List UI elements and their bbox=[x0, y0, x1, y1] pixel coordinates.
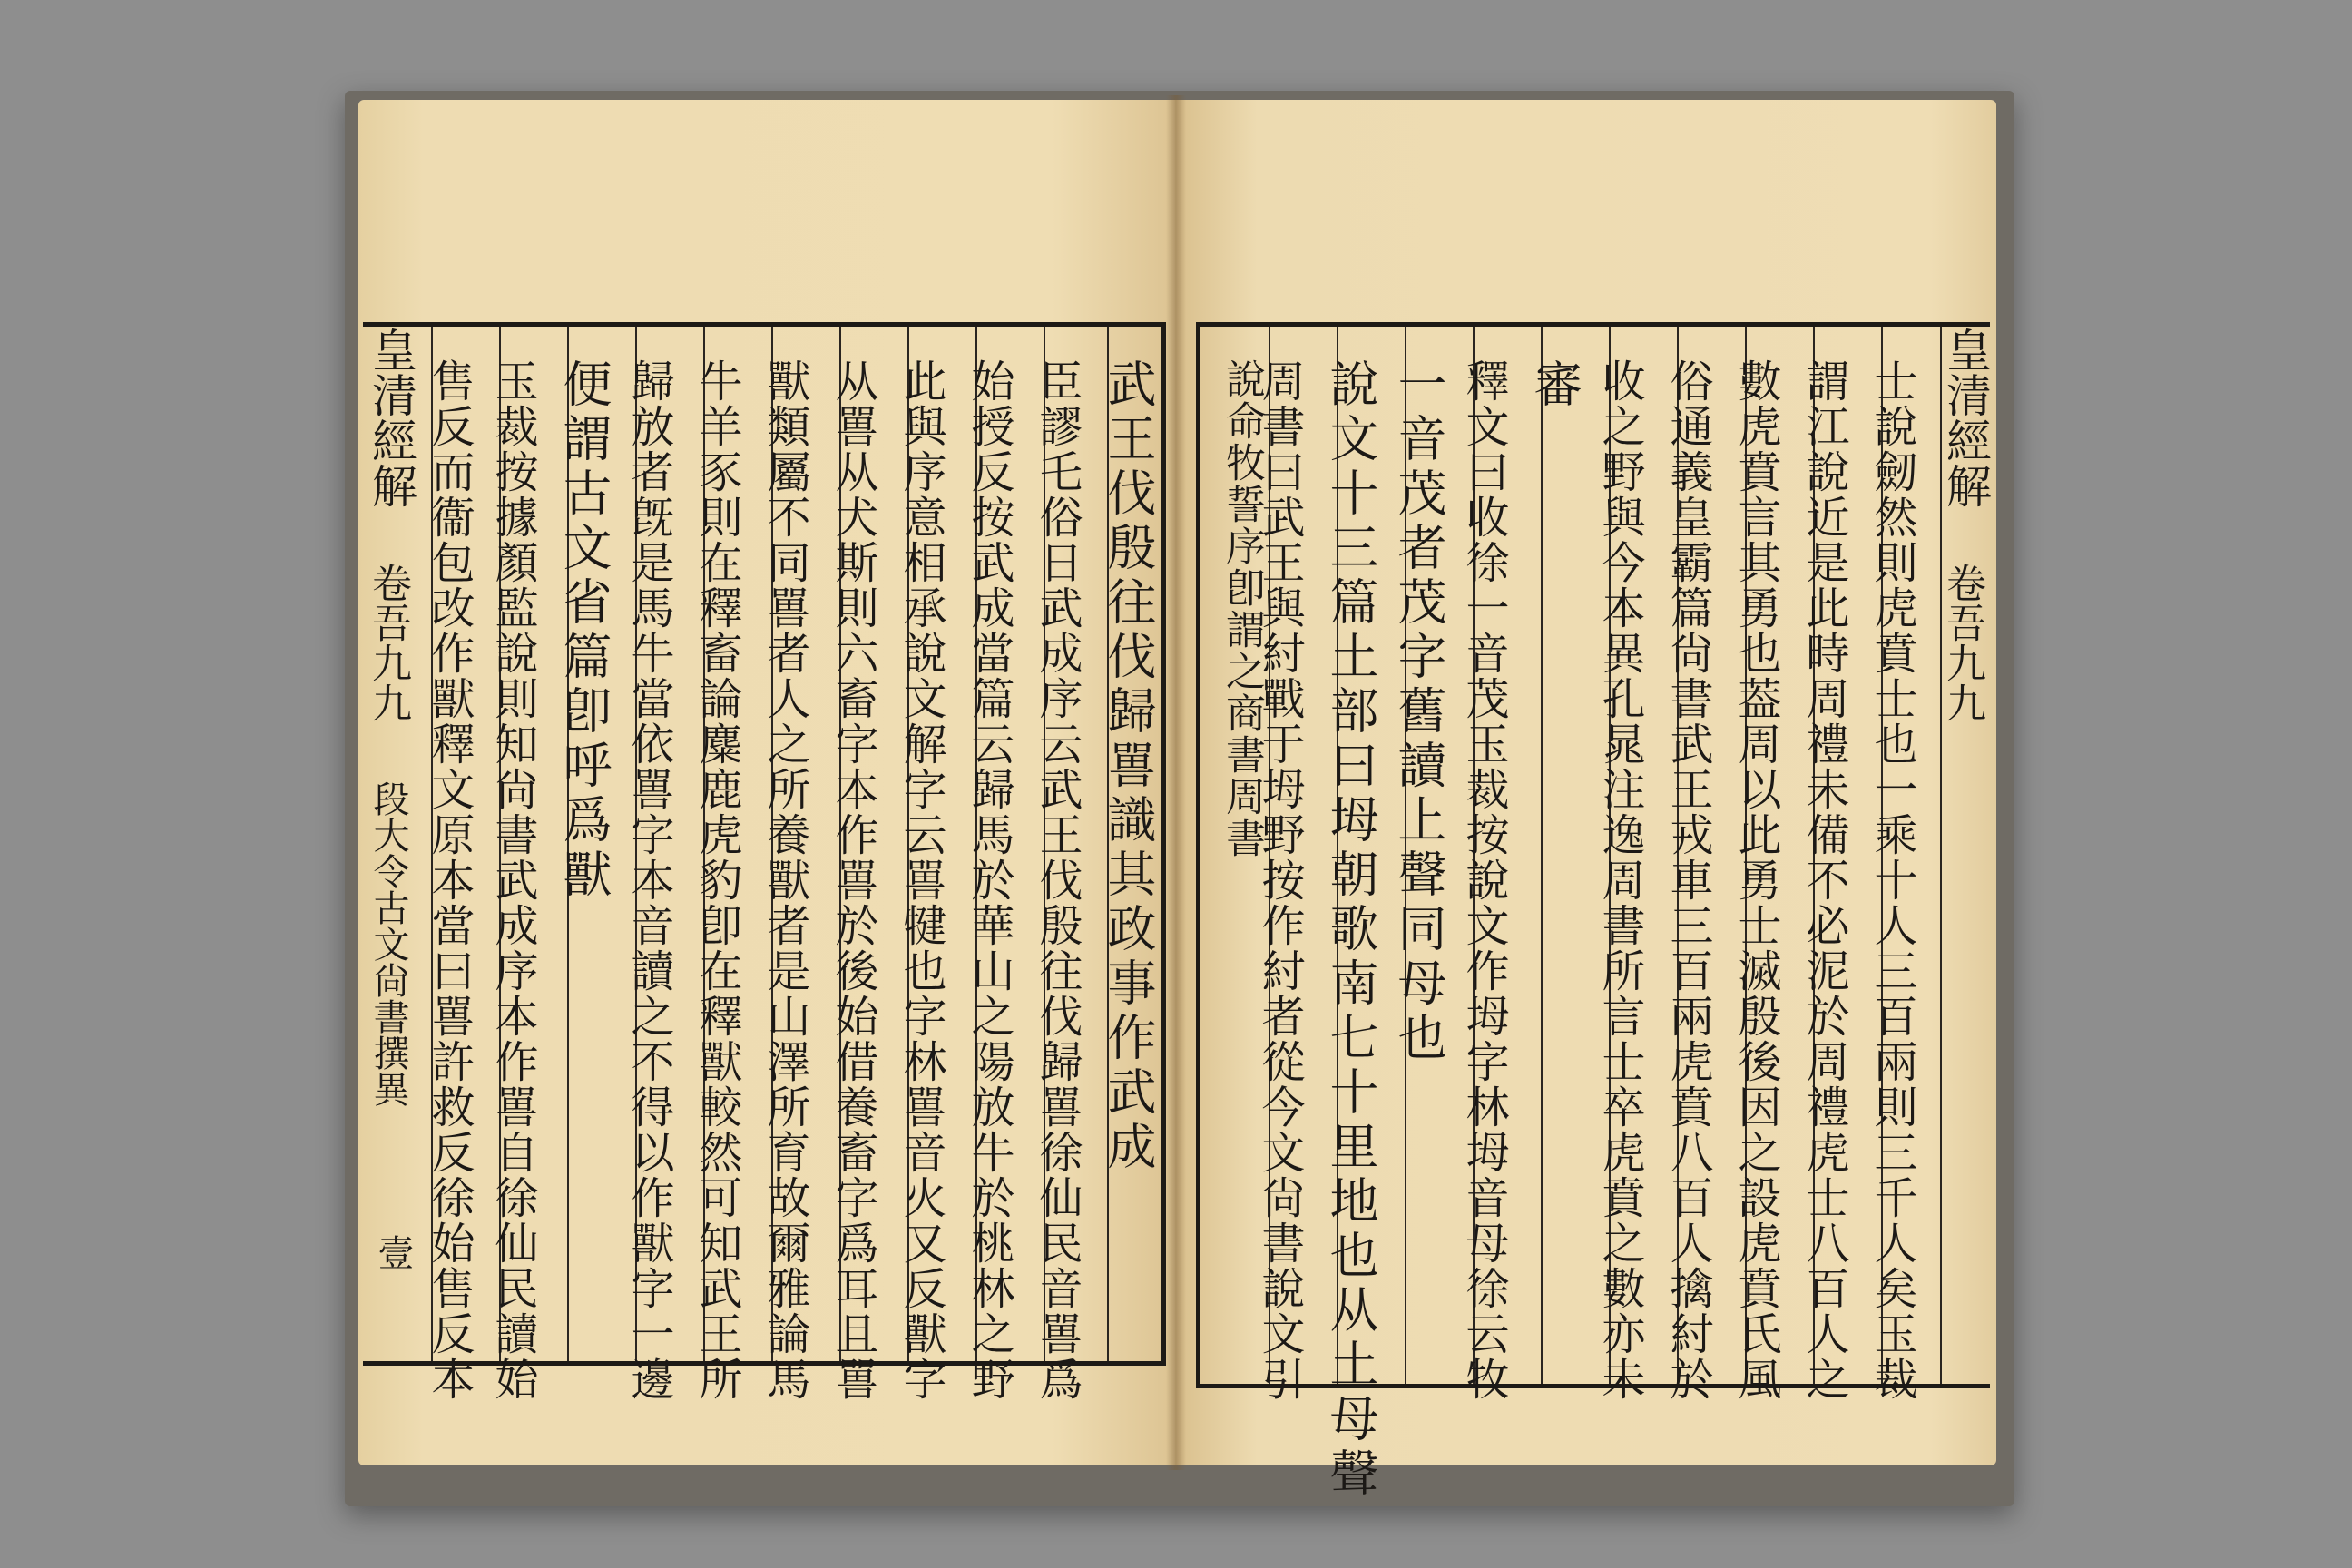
text-column: 說命牧誓序卽謂之商書周書 bbox=[1219, 358, 1265, 859]
right-side-title: 皇清經解 bbox=[1939, 327, 1992, 508]
text-column: 歸放者旣是馬牛當依嘼字本音讀之不得以作獸字一邊 bbox=[623, 358, 674, 1402]
book-gutter bbox=[1166, 95, 1186, 1470]
text-column: 便謂古文省篇卽呼爲獸 bbox=[555, 358, 612, 903]
text-column: 始授反按武成當篇云歸馬於華山之陽放牛於桃林之野 bbox=[964, 358, 1014, 1402]
text-column: 說文十三篇土部曰坶朝歌南七十里地也从土母聲 bbox=[1322, 358, 1379, 1502]
text-column: 獸類屬不同嘼者人之所養獸者是山澤所育故爾雅論馬 bbox=[760, 358, 810, 1402]
text-column: 牛羊豕則在釋畜論麋鹿虎豹卽在釋獸較然可知武王所 bbox=[691, 358, 742, 1402]
text-column: 此與序意相承說文解字云嘼犍也字林嘼音火又反獸字 bbox=[896, 358, 946, 1402]
text-column: 俗通義皇霸篇尙書武王戎車三百兩虎賁八百人擒紂於 bbox=[1662, 358, 1713, 1402]
text-column: 玉裁按據顏監說則知尙書武成序本作嘼自徐仙民讀始 bbox=[487, 358, 538, 1402]
text-column: 售反而衞包改作獸釋文原本當曰嘼許救反徐始售反本 bbox=[424, 358, 475, 1402]
text-column: 釋文曰收徐一音茂玉裁按說文作坶字林坶音母徐云牧 bbox=[1458, 358, 1509, 1402]
text-column: 周書曰武王與紂戰于坶野按作紂者從今文尙書說文引 bbox=[1254, 358, 1305, 1402]
text-column: 數虎賁言其勇也葢周以此勇士滅殷後因之設虎賁氏風 bbox=[1730, 358, 1781, 1402]
column-rule bbox=[1541, 327, 1543, 1384]
text-column: 臣謬乇俗日武成序云武王伐殷往伐歸嘼徐仙民音嘼爲 bbox=[1032, 358, 1083, 1402]
left-side-title: 皇清經解 bbox=[365, 327, 417, 508]
right-side-volume: 卷吾九九 bbox=[1939, 563, 1985, 722]
text-column: 从嘼从犬斯則六畜字本作嘼於後始借養畜字爲耳且嘼 bbox=[828, 358, 878, 1402]
text-column: 武王伐殷往伐歸嘼識其政事作武成 bbox=[1100, 358, 1157, 1175]
text-column: 一音茂者茂字舊讀上聲同母也 bbox=[1390, 358, 1447, 1066]
text-column: 謂江說近是此時周禮未備不必泥於周禮虎士八百人之 bbox=[1798, 358, 1849, 1402]
text-column: 士說劒然則虎賁士也一乘十人三百兩則三千人矣玉裁 bbox=[1867, 358, 1917, 1402]
left-side-subtitle: 段大令古文尙書撰異 bbox=[368, 780, 409, 1107]
left-side-volume: 卷吾九九 bbox=[365, 563, 411, 722]
left-side-page-number: 壹 bbox=[372, 1234, 414, 1270]
text-column: 審 bbox=[1526, 358, 1583, 413]
text-column: 收之野與今本異孔晁注逸周書所言士卒虎賁之數亦未 bbox=[1594, 358, 1645, 1402]
